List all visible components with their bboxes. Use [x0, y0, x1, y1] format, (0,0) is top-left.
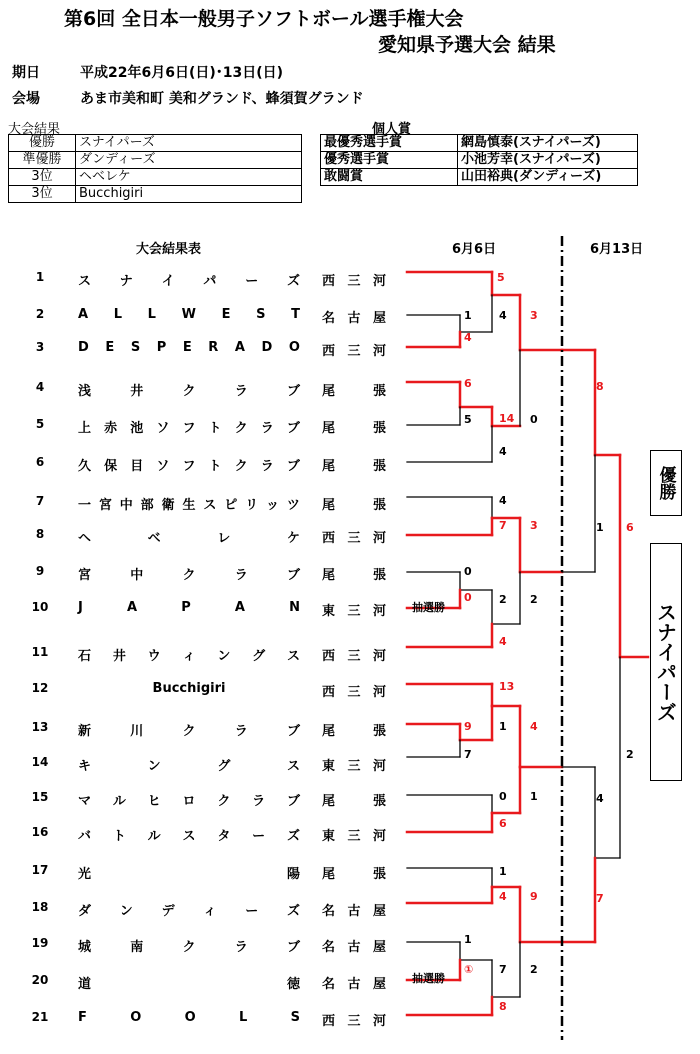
- team-region: 尾 張: [322, 794, 386, 809]
- date-value: 平成22年6月6日(日)･13日(日): [80, 65, 284, 81]
- award-cell: 最優秀選手賞: [321, 135, 458, 152]
- team-region: 西 三 河: [322, 344, 386, 359]
- rank-cell: 優勝: [9, 135, 76, 152]
- score-label: 3: [530, 519, 538, 532]
- team-number: 7: [35, 494, 45, 508]
- team-cell: ヘベレケ: [76, 169, 302, 186]
- score-label: 9: [464, 720, 472, 733]
- score-label: 0: [464, 591, 472, 604]
- score-label: 1: [499, 720, 507, 733]
- team-number: 9: [35, 564, 45, 578]
- venue-value: あま市美和町 美和グランド、蜂須賀グランド: [80, 91, 364, 107]
- rank-cell: 準優勝: [9, 152, 76, 169]
- team-number: 2: [35, 307, 45, 321]
- team-region: 名 古 屋: [322, 311, 386, 326]
- score-label: 0: [464, 565, 472, 578]
- score-label: 4: [499, 890, 507, 903]
- team-name: 久 保 目 ソ フ ト ク ラ ブ: [78, 459, 300, 474]
- score-label: 5: [497, 271, 505, 284]
- team-name: 一 宮 中 部 衛 生 ス ピ リ ッ ツ: [78, 498, 300, 513]
- venue-label: 会場: [12, 91, 40, 107]
- score-label: 8: [596, 380, 604, 393]
- score-label: 2: [530, 593, 538, 606]
- score-label: 2: [626, 748, 634, 761]
- score-label: 1: [596, 521, 604, 534]
- winner-cell: 山田裕典(ダンディーズ): [458, 169, 638, 186]
- team-region: 西 三 河: [322, 685, 386, 700]
- score-label: 7: [596, 892, 604, 905]
- team-region: 尾 張: [322, 384, 386, 399]
- score-label: 1: [464, 309, 472, 322]
- score-label: 4: [499, 494, 507, 507]
- team-name: D E S P E R A D O: [78, 340, 300, 355]
- team-region: 名 古 屋: [322, 940, 386, 955]
- team-cell: Bucchigiri: [76, 186, 302, 203]
- team-number: 10: [31, 600, 49, 614]
- score-label: 14: [499, 412, 515, 425]
- team-region: 西 三 河: [322, 274, 386, 289]
- score-label: 1: [499, 865, 507, 878]
- team-name: 新 川 ク ラ ブ: [78, 724, 300, 739]
- rank-cell: 3位: [9, 169, 76, 186]
- team-number: 18: [31, 900, 49, 914]
- award-cell: 敢闘賞: [321, 169, 458, 186]
- team-number: 19: [31, 936, 49, 950]
- score-label: 0: [530, 413, 538, 426]
- team-region: 尾 張: [322, 724, 386, 739]
- score-label: 7: [499, 519, 507, 532]
- team-number: 13: [31, 720, 49, 734]
- score-label: 7: [464, 748, 472, 761]
- page-title: 第6回 全日本一般男子ソフトボール選手権大会: [64, 8, 464, 30]
- results-caption: 大会結果: [8, 122, 61, 137]
- team-cell: ダンディーズ: [76, 152, 302, 169]
- team-name: J A P A N: [78, 600, 300, 615]
- team-number: 4: [35, 380, 45, 394]
- team-region: 尾 張: [322, 421, 386, 436]
- score-label: 6: [499, 817, 507, 830]
- day2-header: 6月13日: [590, 242, 644, 257]
- score-label: 0: [499, 790, 507, 803]
- score-label: ①: [464, 963, 474, 976]
- team-name: 上 赤 池 ソ フ ト ク ラ ブ: [78, 421, 300, 436]
- team-name: 道 徳: [78, 977, 300, 992]
- team-name: ス ナ イ パ ー ズ: [78, 274, 300, 289]
- rank-cell: 3位: [9, 186, 76, 203]
- team-name: F O O L S: [78, 1010, 300, 1025]
- team-region: 尾 張: [322, 459, 386, 474]
- team-cell: スナイパーズ: [76, 135, 302, 152]
- team-number: 1: [35, 270, 45, 284]
- team-number: 15: [31, 790, 49, 804]
- team-number: 21: [31, 1010, 49, 1024]
- team-region: 尾 張: [322, 867, 386, 882]
- date-label: 期日: [12, 65, 40, 81]
- team-region: 名 古 屋: [322, 977, 386, 992]
- bracket-header: 大会結果表: [136, 242, 202, 257]
- team-region: 尾 張: [322, 568, 386, 583]
- team-name: 城 南 ク ラ ブ: [78, 940, 300, 955]
- lottery-label: 抽選勝: [412, 601, 445, 614]
- page-subtitle: 愛知県予選大会 結果: [378, 34, 556, 56]
- team-number: 8: [35, 527, 45, 541]
- score-label: 2: [530, 963, 538, 976]
- team-name: 石 井 ウ ィ ン グ ス: [78, 649, 300, 664]
- team-number: 5: [35, 417, 45, 431]
- score-label: 4: [499, 445, 507, 458]
- team-region: 東 三 河: [322, 829, 386, 844]
- team-region: 尾 張: [322, 498, 386, 513]
- team-name: A L L W E S T: [78, 307, 300, 322]
- champion-label: 優勝: [655, 466, 676, 500]
- team-name: 宮 中 ク ラ ブ: [78, 568, 300, 583]
- team-name: Bucchigiri: [152, 681, 226, 696]
- score-label: 7: [499, 963, 507, 976]
- score-label: 1: [464, 933, 472, 946]
- team-region: 西 三 河: [322, 649, 386, 664]
- score-label: 6: [464, 377, 472, 390]
- champion-team: スナイパーズ: [653, 602, 678, 722]
- score-label: 5: [464, 413, 472, 426]
- score-label: 8: [499, 1000, 507, 1013]
- score-label: 4: [596, 792, 604, 805]
- team-name: 浅 井 ク ラ ブ: [78, 384, 300, 399]
- team-region: 名 古 屋: [322, 904, 386, 919]
- team-number: 16: [31, 825, 49, 839]
- champion-label-box: [650, 450, 682, 516]
- team-number: 3: [35, 340, 45, 354]
- score-label: 9: [530, 890, 538, 903]
- team-region: 東 三 河: [322, 759, 386, 774]
- score-label: 13: [499, 680, 515, 693]
- score-label: 4: [464, 331, 472, 344]
- team-name: 光 陽: [78, 867, 300, 882]
- score-label: 4: [499, 309, 507, 322]
- team-region: 西 三 河: [322, 531, 386, 546]
- team-region: 東 三 河: [322, 604, 386, 619]
- award-cell: 優秀選手賞: [321, 152, 458, 169]
- team-number: 20: [31, 973, 49, 987]
- team-number: 17: [31, 863, 49, 877]
- team-name: ダ ン デ ィ ー ズ: [78, 904, 300, 919]
- score-label: 6: [626, 521, 634, 534]
- team-region: 西 三 河: [322, 1014, 386, 1029]
- team-name: キ ン グ ス: [78, 759, 300, 774]
- winner-cell: 網島慎泰(スナイパーズ): [458, 135, 638, 152]
- team-number: 11: [31, 645, 49, 659]
- champion-team-box: [650, 543, 682, 781]
- score-label: 3: [530, 309, 538, 322]
- day1-header: 6月6日: [452, 242, 497, 257]
- team-name: ヘ ベ レ ケ: [78, 531, 300, 546]
- score-label: 2: [499, 593, 507, 606]
- score-label: 1: [530, 790, 538, 803]
- team-number: 6: [35, 455, 45, 469]
- team-number: 12: [31, 681, 49, 695]
- team-name: マ ル ヒ ロ ク ラ ブ: [78, 794, 300, 809]
- winner-cell: 小池芳幸(スナイパーズ): [458, 152, 638, 169]
- score-label: 4: [530, 720, 538, 733]
- lottery-label: 抽選勝: [412, 972, 445, 985]
- team-number: 14: [31, 755, 49, 769]
- awards-caption: 個人賞: [372, 122, 412, 137]
- team-name: バ ト ル ス タ ー ズ: [78, 829, 300, 844]
- score-label: 4: [499, 635, 507, 648]
